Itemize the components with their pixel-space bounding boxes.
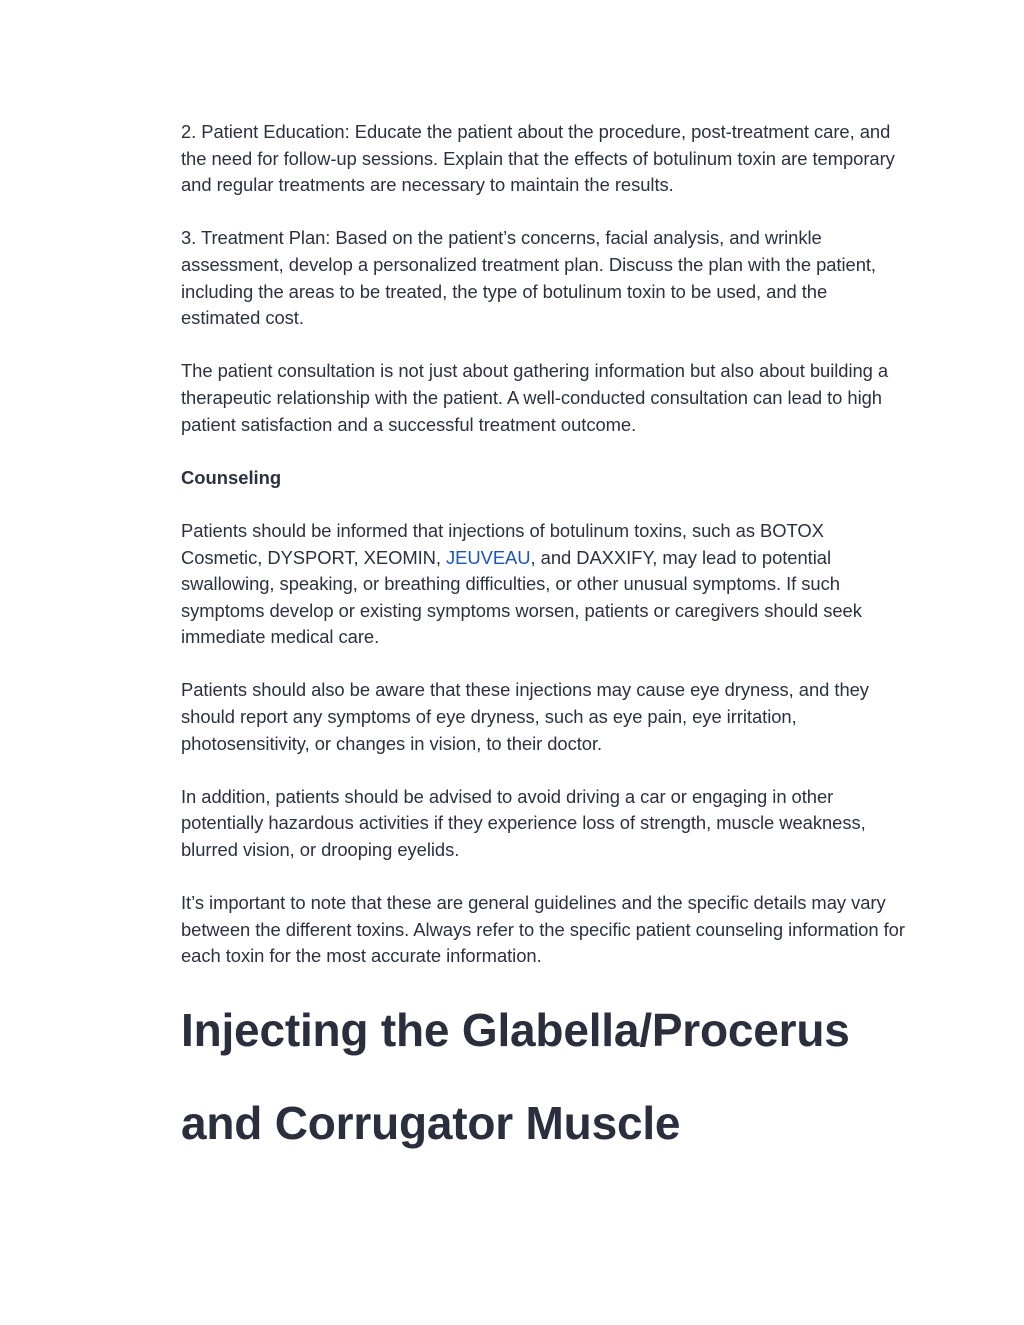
treatment-plan-paragraph: 3. Treatment Plan: Based on the patient’s concerns, facial analysis, and wrinkle assessment, develop a personalized treatment plan. Discuss the plan with the patient, including the areas to be treated, the type of botulinum toxin to be used, and the estimated cost. [181,227,876,329]
counseling-paragraph-eye-dryness: Patients should also be aware that these injections may cause eye dryness, and they should report any symptoms of eye dryness, such as eye pain, eye irritation, photosensitivity, or changes in vision, to their doctor. [181,679,869,754]
counseling-paragraph-guidelines: It’s important to note that these are general guidelines and the specific details may vary between the different toxins. Always refer to the specific patient counseling information for each toxin for the most accurate information. [181,892,905,967]
counseling-text-after-link: , and DAXXIFY, may lead to potential swallowing, speaking, or breathing difficulties, or other unusual symptoms. If such symptoms develop or existing symptoms worsen, patients or caregivers should seek immediate medical care. [181,546,862,648]
patient-education-paragraph: 2. Patient Education: Educate the patient about the procedure, post-treatment care, and the need for follow-up sessions. Explain that the effects of botulinum toxin are temporary and regular treatments are necessary to maintain the results. [181,121,895,196]
document-page [181,119,906,1170]
consultation-summary-paragraph: The patient consultation is not just about gathering information but also about building a therapeutic relationship with the patient. A well-conducted consultation can lead to high patient satisfaction and a successful treatment outcome. [181,360,889,435]
counseling-text-before-link: Patients should be informed that injections of botulinum toxins, such as BOTOX Cosmetic, DYSPORT, XEOMIN, [181,519,824,568]
section-heading: Injecting the Glabella/Procerus and Corrugator Muscle [181,1004,850,1149]
counseling-paragraph-driving: In addition, patients should be advised to avoid driving a car or engaging in other potentially hazardous activities if they experience loss of strength, muscle weakness, blurred vision, or drooping eyelids. [181,785,866,861]
counseling-paragraph-toxins [181,518,906,651]
counseling-heading: Counseling [181,466,282,488]
jeuveau-link[interactable]: JEUVEAU [446,546,531,568]
